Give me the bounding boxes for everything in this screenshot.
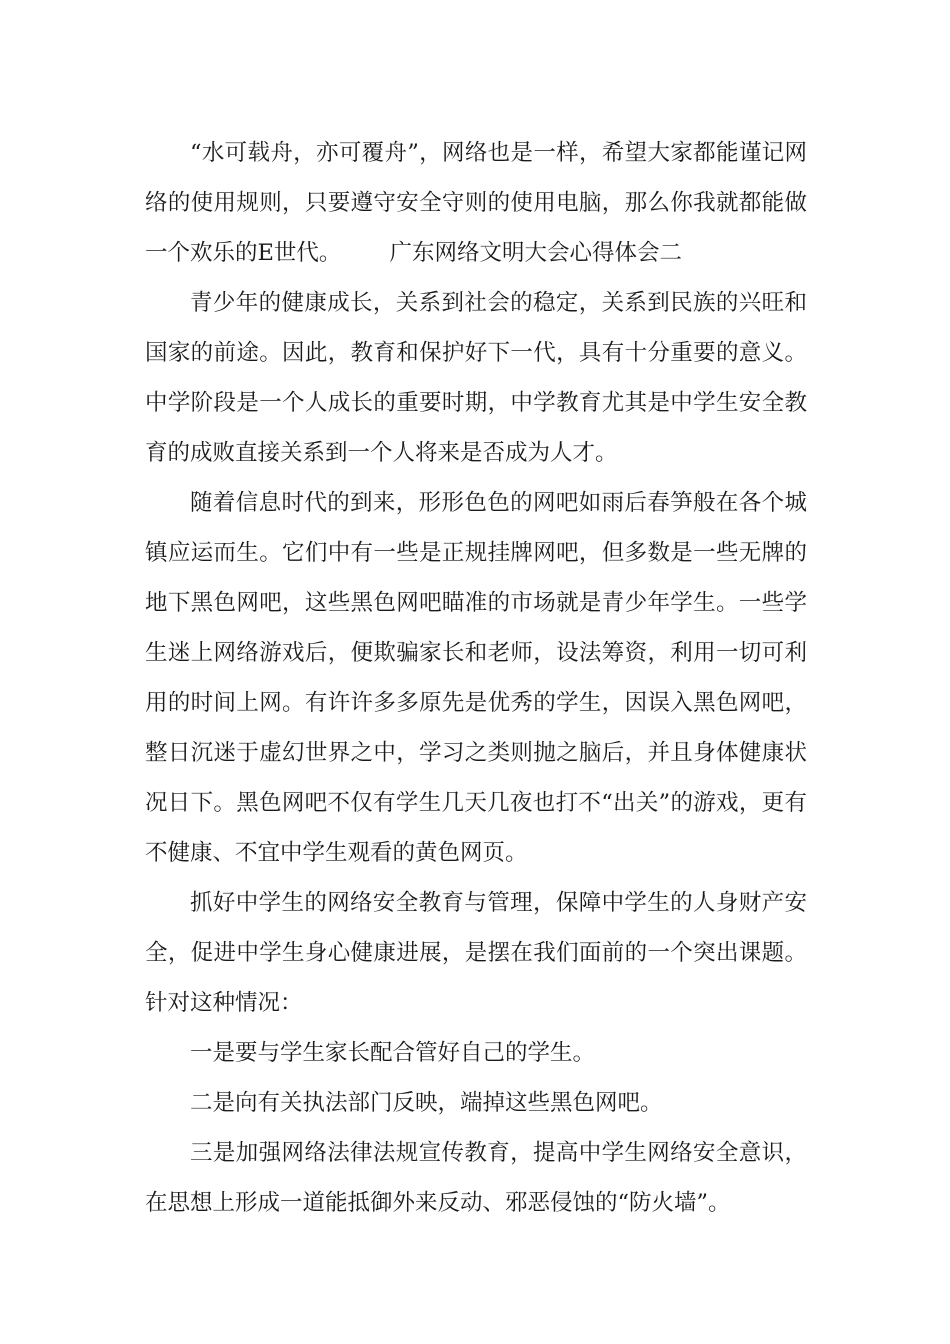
document-body: [145, 128, 807, 1228]
paragraph-2: 青少年的健康成长，关系到社会的稳定，关系到民族的兴旺和国家的前途。因此，教育和保护好下一代，具有十分重要的意义。中学阶段是一个人成长的重要时期，中学教育尤其是中学生安全教育的成败直接关系到一个人将来是否成为人才。: [145, 290, 807, 466]
paragraph-7: 三是加强网络法律法规宣传教育，提高中学生网络安全意识，在思想上形成一道能抵御外来反动、邪恶侵蚀的“防火墙”。: [145, 1140, 807, 1216]
paragraph-1-text: “水可载舟，亦可覆舟”，网络也是一样，希望大家都能谨记网络的使用规则，只要遵守安全守则的使用电脑，那么你我就都能做一个欢乐的E世代。: [145, 140, 807, 266]
paragraph-6: 二是向有关执法部门反映，端掉这些黑色网吧。: [190, 1090, 663, 1116]
paragraph-3: 随着信息时代的到来，形形色色的网吧如雨后春笋般在各个城镇应运而生。它们中有一些是正规挂牌网吧，但多数是一些无牌的地下黑色网吧，这些黑色网吧瞄准的市场就是青少年学生。一些学生迷上网络游戏后，便欺骗家长和老师，设法筹资，利用一切可利用的时间上网。有许许多多原先是优秀的学生，因误入黑色网吧，整日沉迷于虚幻世界之中，学习之类则抛之脑后，并且身体健康状况日下。黑色网吧不仅有学生几天几夜也打不“出关”的游戏，更有不健康、不宜中学生观看的黄色网页。: [145, 490, 807, 866]
paragraph-4: 抓好中学生的网络安全教育与管理，保障中学生的人身财产安全，促进中学生身心健康进展，是摆在我们面前的一个突出课题。针对这种情况：: [145, 890, 807, 1016]
paragraph-5: 一是要与学生家长配合管好自己的学生。: [190, 1040, 596, 1066]
section-heading: 广东网络文明大会心得体会二: [389, 240, 682, 266]
paragraph-1: [145, 128, 807, 278]
